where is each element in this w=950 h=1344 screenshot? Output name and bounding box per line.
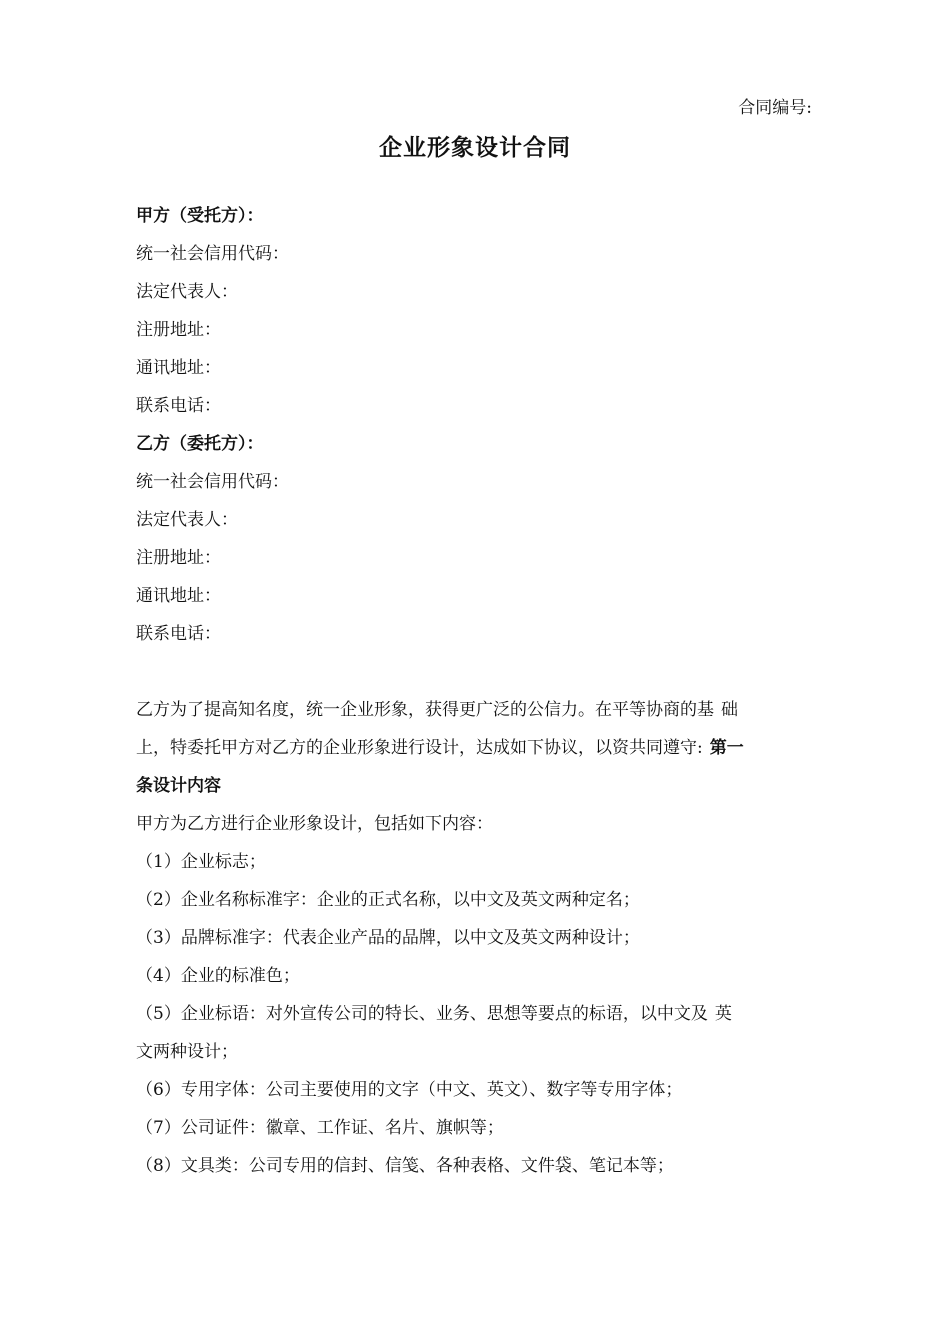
party-a-registered-address: 注册地址： <box>136 320 221 340</box>
preamble-line-2 <box>136 736 744 760</box>
party-a-heading: 甲方（受托方）： <box>136 206 264 226</box>
party-b-phone: 联系电话： <box>136 624 221 644</box>
contract-number-label: 合同编号: <box>738 98 812 118</box>
party-b-mailing-address: 通讯地址： <box>136 586 221 606</box>
party-a-phone: 联系电话： <box>136 396 221 416</box>
party-a-mailing-address: 通讯地址： <box>136 358 221 378</box>
article-1-item-6: （6）专用字体：公司主要使用的文字（中文、英文）、数字等专用字体； <box>136 1080 683 1100</box>
article-1-item-8: （8）文具类：公司专用的信封、信笺、各种表格、文件袋、笔记本等； <box>136 1156 674 1176</box>
article-1-item-1: （1）企业标志； <box>136 852 266 872</box>
party-a-credit-code: 统一社会信用代码： <box>136 244 289 264</box>
document-title: 企业形象设计合同 <box>379 134 571 161</box>
preamble-text-2: 上，特委托甲方对乙方的企业形象进行设计，达成如下协议，以资共同遵守: <box>136 738 703 758</box>
article-1-item-5-text-a: （5）企业标语：对外宣传公司的特长、业务、思想等要点的标语，以中文及 <box>136 1004 708 1024</box>
preamble-text-1b: 础 <box>721 700 738 720</box>
party-b-credit-code: 统一社会信用代码： <box>136 472 289 492</box>
preamble-line-1 <box>136 698 738 722</box>
party-b-registered-address: 注册地址： <box>136 548 221 568</box>
article-1-item-3: （3）品牌标准字：代表企业产品的品牌，以中文及英文两种设计； <box>136 928 640 948</box>
article-1-item-2: （2）企业名称标准字：企业的正式名称，以中文及英文两种定名； <box>136 890 640 910</box>
party-a-legal-rep: 法定代表人： <box>136 282 238 302</box>
article-1-item-4: （4）企业的标准色； <box>136 966 300 986</box>
party-b-legal-rep: 法定代表人： <box>136 510 238 530</box>
preamble-text-1a: 乙方为了提高知名度，统一企业形象，获得更广泛的公信力。在平等协商的基 <box>136 700 714 720</box>
article-1-item-5-text-b: 英 <box>714 1004 732 1024</box>
article-1-heading-start: 第一 <box>709 738 744 758</box>
party-b-heading: 乙方（委托方）： <box>136 434 264 454</box>
article-1-heading-end: 条设计内容 <box>136 776 221 796</box>
article-1-item-5 <box>136 1002 732 1026</box>
article-1-item-5-continued: 文两种设计； <box>136 1042 238 1062</box>
article-1-item-7: （7）公司证件：徽章、工作证、名片、旗帜等； <box>136 1118 504 1138</box>
article-1-intro: 甲方为乙方进行企业形象设计，包括如下内容： <box>136 814 493 834</box>
